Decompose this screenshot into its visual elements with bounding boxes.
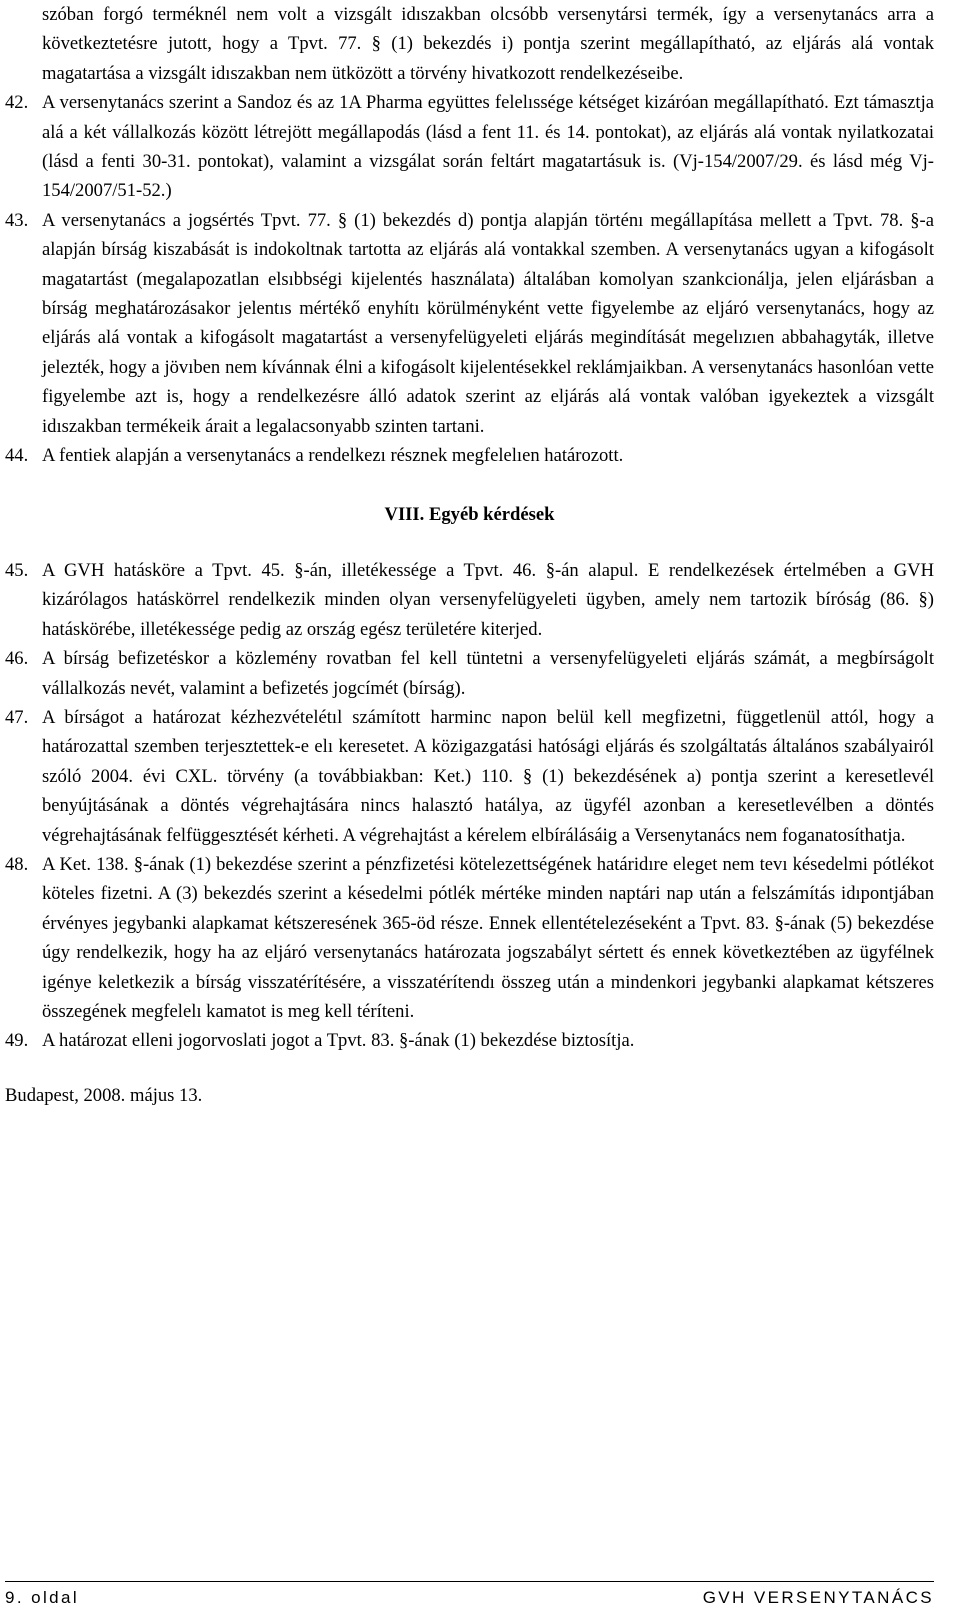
page-footer: [5, 1587, 934, 1609]
paragraph-number: 42.: [5, 92, 29, 114]
paragraph-45: [5, 556, 934, 644]
paragraph-number: 49.: [5, 1030, 29, 1052]
paragraph-text: A versenytanács a jogsértés Tpvt. 77. § (1) bekezdés d) pontja alapján történı megállapítása mellett a Tpvt. 78. §-a alapján bírság kiszabását is indokoltnak tartotta az eljárás alá vontakkal szemben. A versenytanács ugyan a kifogásolt magatartást (megalapozatlan elsıbbségi kijelentés használata) általában komolyan szankcionálja, jelen eljárásban a bírság meghatározásakor jelentıs mértékő enyhítı körülményként vette figyelembe az eljáró versenytanács, hogy az eljárás alá vontak a kifogásolt magatartást a versenyfelügyeleti eljárás megindítását megelızıen abbahagyták, illetve jelezték, hogy a jövıben nem kívánnak élni a kifogásolt kijelentésekkel reklámjaikban. A versenytanács hasonlóan vette figyelembe azt is, hogy a rendelkezésre álló adatok szerint az eljárás alá vontak valóban igyekeztek a vizsgált idıszakban termékeik árait a legalacsonyabb szinten tartani.: [42, 209, 934, 437]
paragraph-number: 44.: [5, 445, 29, 467]
paragraph-42: [5, 88, 934, 206]
intro-paragraph: szóban forgó terméknél nem volt a vizsgált idıszakban olcsóbb versenytársi termék, így a versenytanács arra a következtetésre jutott, hogy a Tpvt. 77. § (1) bekezdés i) pontja szerint megállapítható, az eljárás alá vontak magatartása a vizsgált idıszakban nem ütközött a törvény hivatkozott rendelkezéseibe.: [42, 4, 934, 84]
paragraph-46: [5, 644, 934, 703]
paragraph-text: A határozat elleni jogorvoslati jogot a Tpvt. 83. §-ának (1) bekezdése biztosítja.: [42, 1030, 635, 1052]
paragraph-number: 48.: [5, 853, 29, 875]
paragraph-text: A GVH hatásköre a Tpvt. 45. §-án, illetékessége a Tpvt. 46. §-án alapul. E rendelkezések értelmében a GVH kizárólagos hatáskörrel rendelkezik minden olyan versenyfelügyeleti ügyben, amely nem tartozik bíróság (86. §) hatáskörébe, illetékessége pedig az ország egész területére kiterjed.: [42, 559, 934, 640]
paragraph-text: A Ket. 138. §-ának (1) bekezdése szerint a pénzfizetési kötelezettségének határidıre eleget nem tevı késedelmi pótlékot köteles fizetni. A (3) bekezdés szerint a késedelmi pótlék mértéke minden naptári nap után a felszámítás idıpontjában érvényes jegybanki alapkamat kétszeresének 365-öd része. Ennek ellentételezéseként a Tpvt. 83. §-ának (5) bekezdése úgy rendelkezik, hogy ha az eljáró versenytanács határozata jogszabályt sértett és ennek következtében az ügyfélnek igénye keletkezik a bírság visszatérítésére, a visszatérítendı összeg után a mindenkori jegybanki alapkamat kétszeres összegének megfelelı kamatot is meg kell téríteni.: [42, 853, 934, 1022]
paragraph-49: [5, 1026, 934, 1055]
paragraph-number: 45.: [5, 559, 29, 581]
place-and-date: Budapest, 2008. május 13.: [5, 1084, 203, 1106]
paragraph-text: A versenytanács szerint a Sandoz és az 1A Pharma együttes felelıssége kétséget kizáróan megállapítható. Ezt támasztja alá a két vállalkozás között létrejött megállapodás (lásd a fent 11. és 14. pontokat), az eljárás alá vontak nyilatkozatai (lásd a fenti 30-31. pontokat), valamint a vizsgálat során feltárt magatartásuk is. (Vj-154/2007/29. és lásd még Vj-154/2007/51-52.): [42, 92, 934, 202]
footer-organization: GVH VERSENYTANÁCS: [702, 1588, 934, 1607]
paragraph-47: [5, 703, 934, 850]
section-heading: VIII. Egyéb kérdések: [384, 503, 555, 525]
paragraph-text: A fentiek alapján a versenytanács a rendelkezı résznek megfelelıen határozott.: [42, 445, 624, 467]
paragraph-number: 43.: [5, 209, 29, 231]
footer-divider: [5, 1581, 934, 1582]
paragraph-43: [5, 206, 934, 441]
document-body: [5, 0, 934, 1110]
page-number: 9. oldal: [5, 1588, 80, 1607]
paragraph-text: A bírságot a határozat kézhezvételétıl számított harminc napon belül kell megfizetni, függetlenül attól, hogy a határozattal szemben terjesztettek-e elı keresetet. A közigazgatási hatósági eljárás és szolgáltatás általános szabályairól szóló 2004. évi CXL. törvény (a továbbiakban: Ket.) 110. § (1) bekezdésének a) pontja szerint a keresetlevél benyújtásának a döntés végrehajtására nincs halasztó hatálya, az ügyfél azonban a keresetlevélben a döntés végrehajtásának felfüggesztését kérheti. A végrehajtást a kérelem elbírálásáig a Versenytanács nem foganatosíthatja.: [42, 706, 934, 846]
paragraph-text: A bírság befizetéskor a közlemény rovatban fel kell tüntetni a versenyfelügyeleti eljárás számát, a megbírságolt vállalkozás nevét, valamint a befizetés jogcímét (bírság).: [42, 648, 934, 699]
paragraph-number: 46.: [5, 648, 29, 670]
paragraph-number: 47.: [5, 706, 29, 728]
paragraph-48: [5, 850, 934, 1026]
paragraph-44: [5, 441, 934, 470]
